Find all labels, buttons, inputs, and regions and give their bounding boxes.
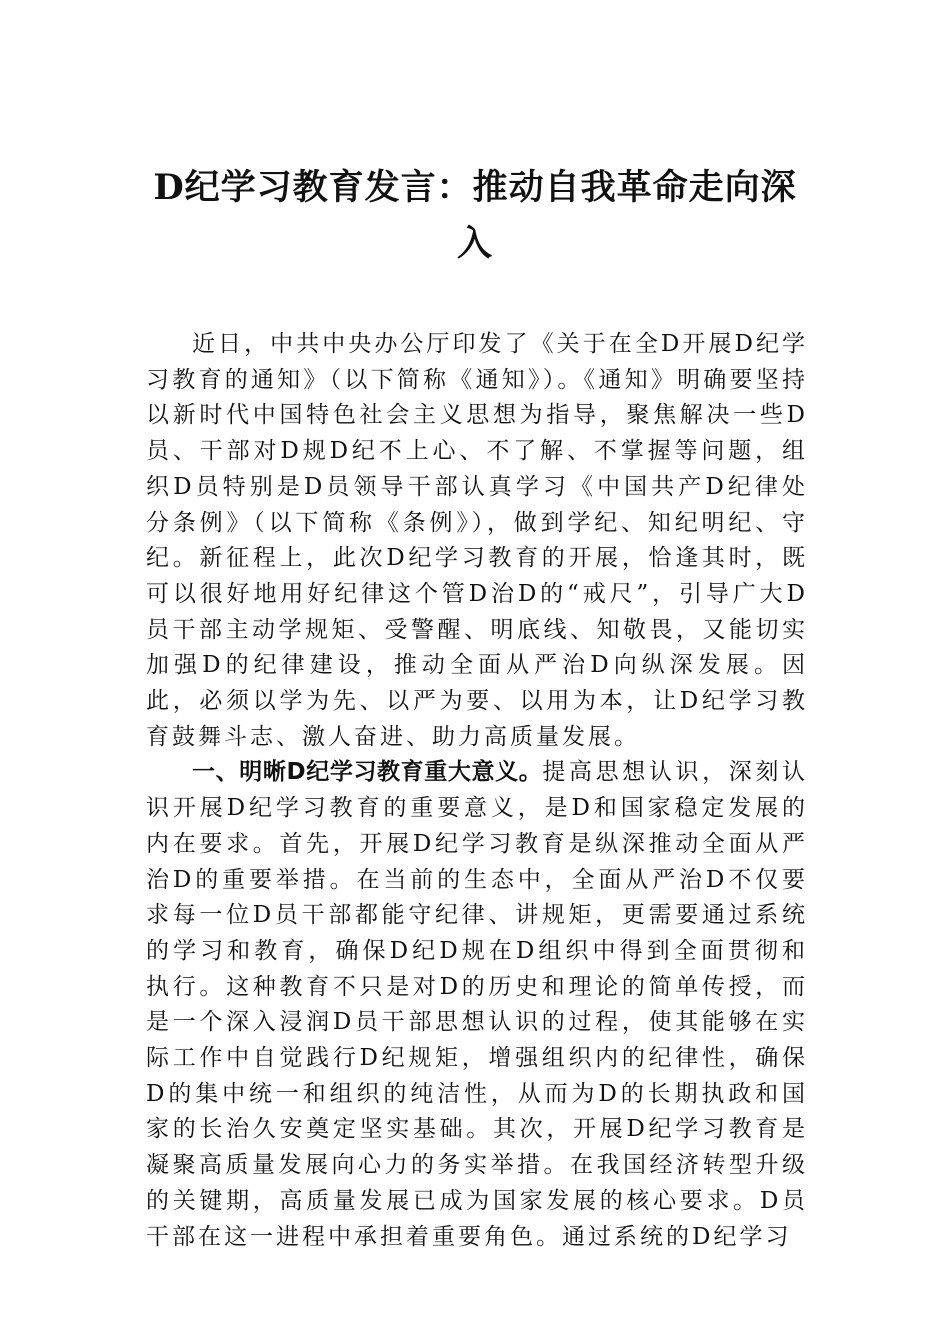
document-body — [146, 327, 808, 1255]
paragraph-intro — [146, 327, 808, 755]
paragraph-text: 提高思想认识，深刻认识开展D纪学习教育的重要意义，是D和国家稳定发展的内在要求。首先，开展D纪学习教育是纵深推动全面从严治D的重要举措。在当前的生态中，全面从严治D不仅要求每一位D员干部都能守纪律、讲规矩，更需要通过系统的学习和教育，确保D纪D规在D组织中得到全面贯彻和执行。这种教育不只是对D的历史和理论的简单传授，而是一个深入浸润D员干部思想认识的过程，使其能够在实际工作中自觉践行D纪规矩，增强组织内的纪律性，确保D的集中统一和组织的纯洁性，从而为D的长期执政和国家的长治久安奠定坚实基础。其次，开展D纪学习教育是凝聚高质量发展向心力的务实举措。在我国经济转型升级的关键期，高质量发展已成为国家发展的核心要求。D员干部在这一进程中承担着重要角色。通过系统的D纪学习 — [146, 759, 809, 1250]
paragraph-text: 近日，中共中央办公厅印发了《关于在全D开展D纪学习教育的通知》（以下简称《通知》）。《通知》明确要坚持以新时代中国特色社会主义思想为指导，聚焦解决一些D员、干部对D规D纪不上心、不了解、不掌握等问题，组织D员特别是D员领导干部认真学习《中国共产D纪律处分条例》（以下简称《条例》），做到学纪、知纪明纪、守纪。新征程上，此次D纪学习教育的开展，恰逢其时，既可以很好地用好纪律这个管D治D的“戒尺”，引导广大D员干部主动学规矩、受警醒、明底线、知敬畏，又能切实加强D的纪律建设，推动全面从严治D向纵深发展。因此，必须以学为先、以严为要、以用为本，让D纪学习教育鼓舞斗志、激人奋进、助力高质量发展。 — [146, 331, 808, 750]
document-title: D纪学习教育发言：推动自我革命走向深入 — [153, 167, 797, 264]
paragraph-lead: 一、明晰D纪学习教育重大意义。 — [192, 759, 543, 786]
paragraph-section-1 — [146, 755, 808, 1255]
